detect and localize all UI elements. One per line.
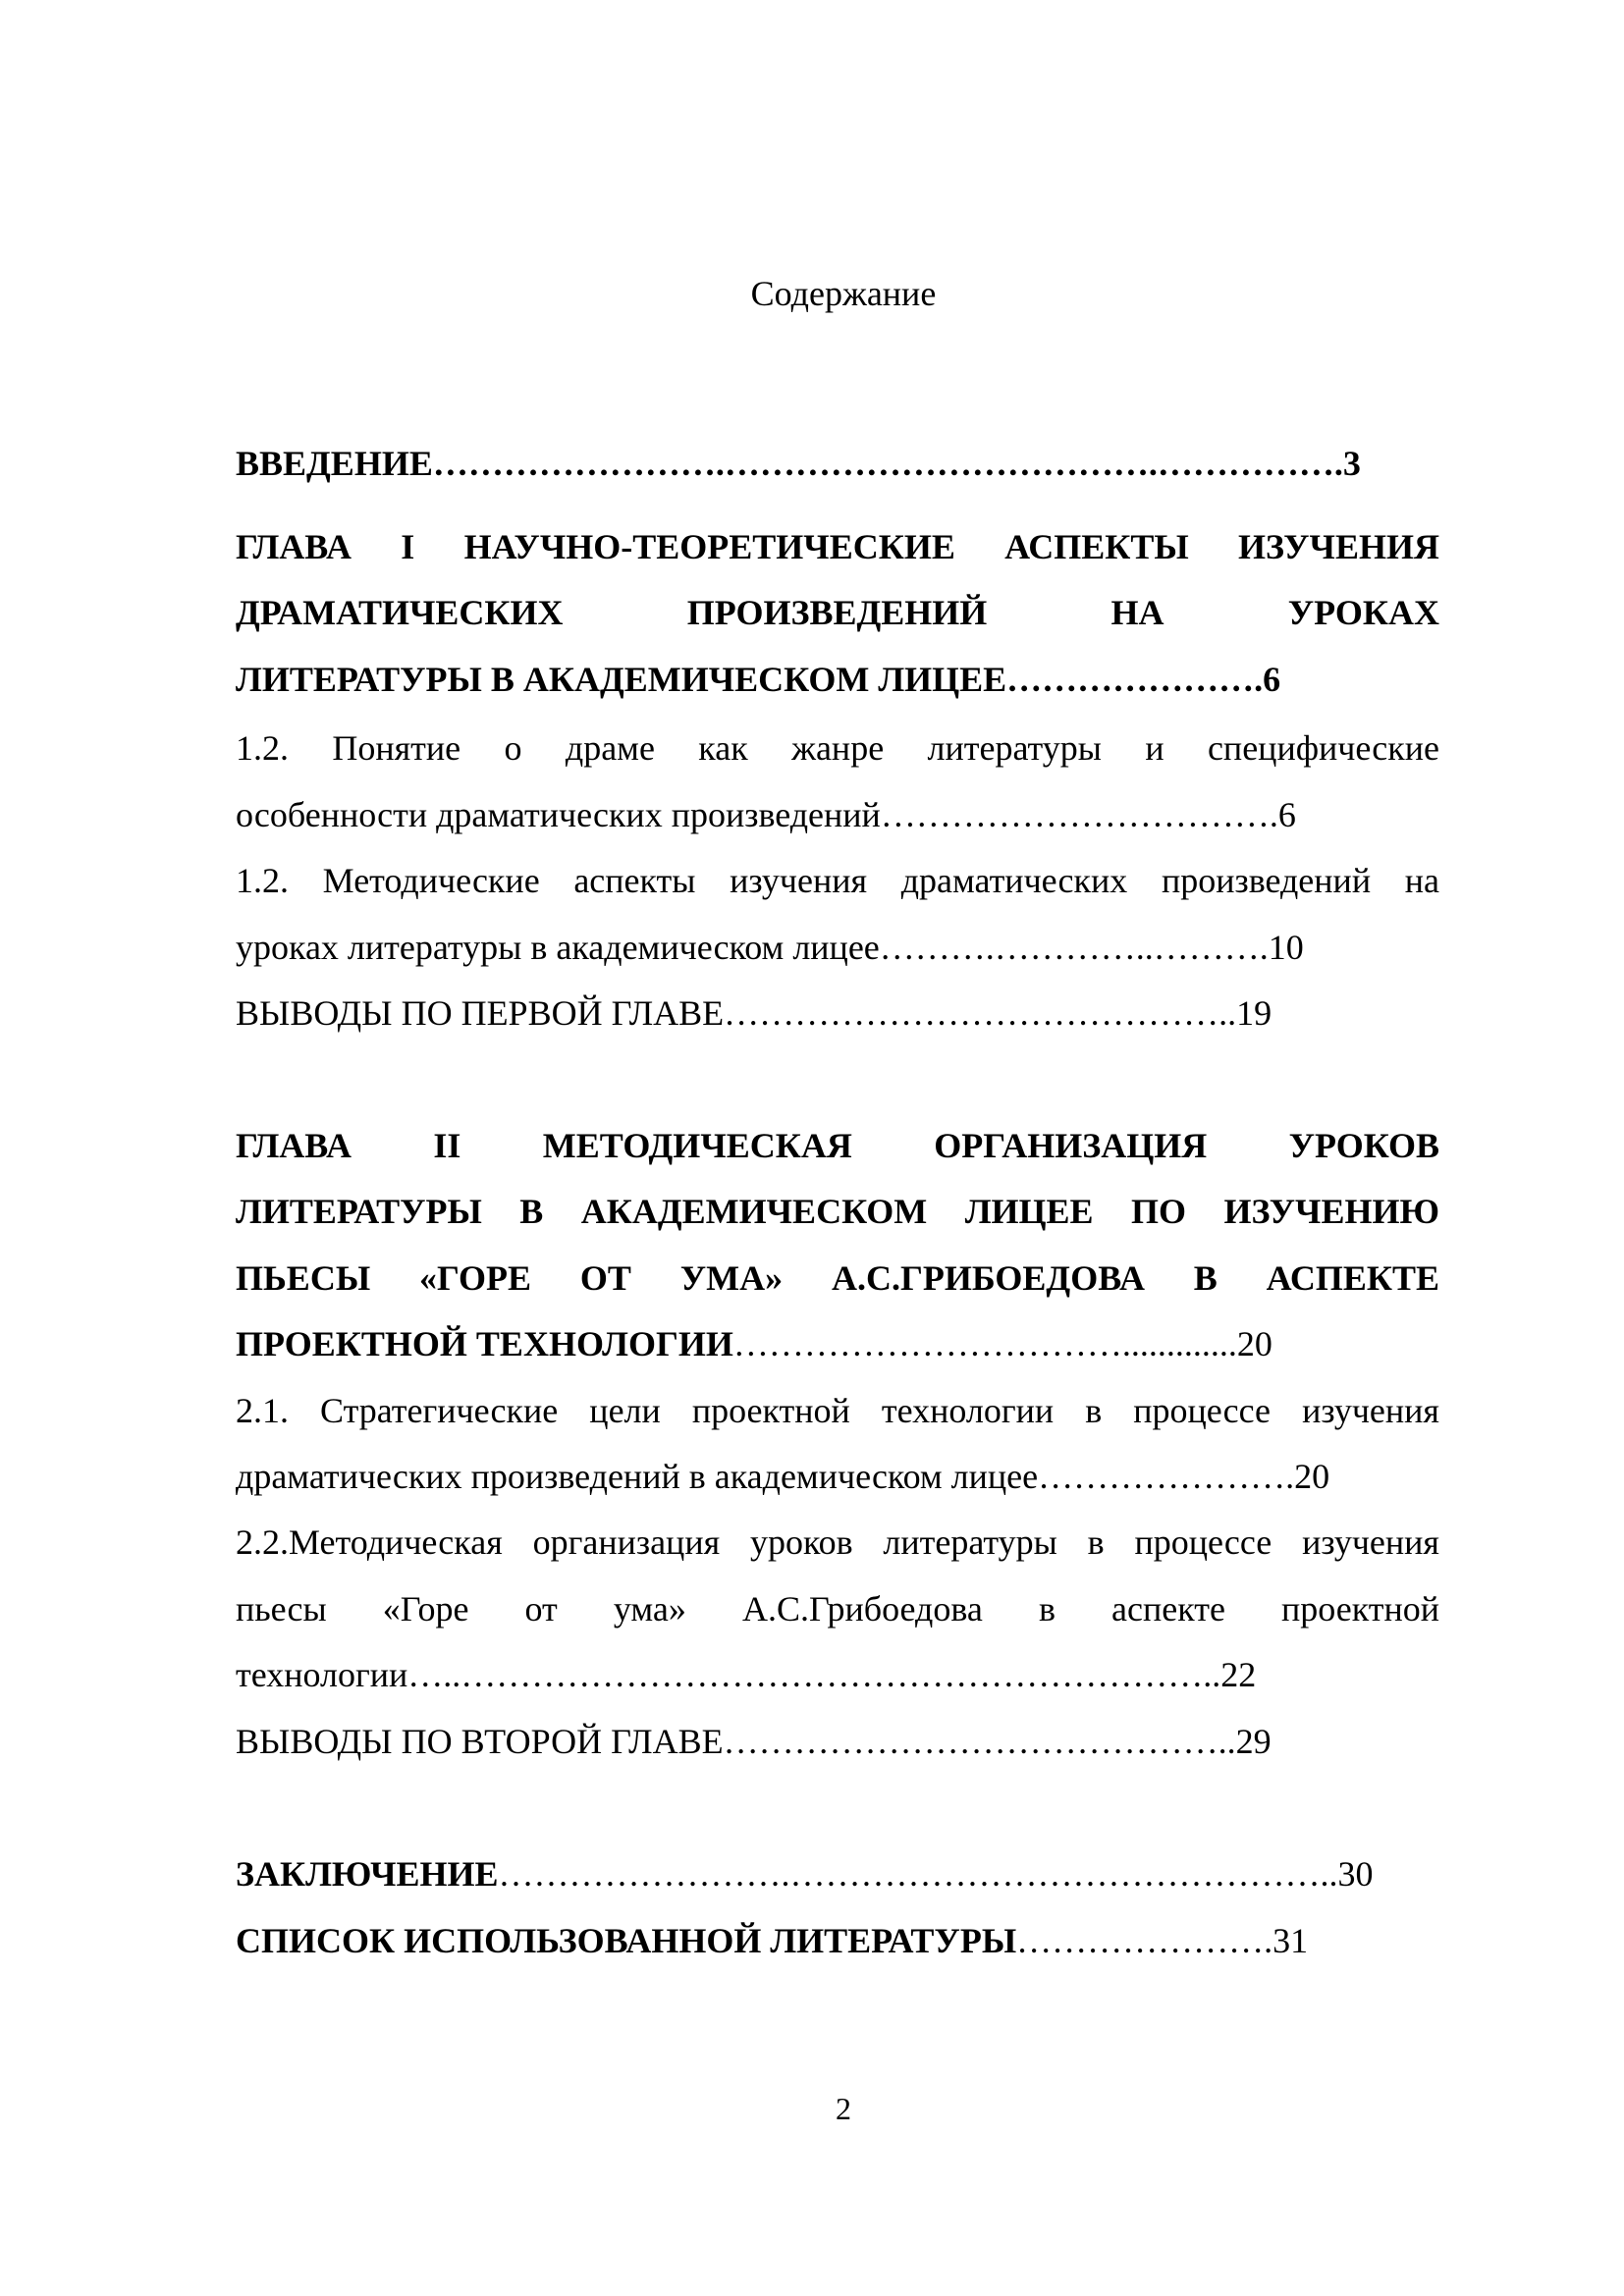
toc-conclusion-leader: …………………….………………………………………..30 (498, 1854, 1374, 1894)
toc-section-1-2-line2[interactable]: уроках литературы в академическом лицее……….…………..……….10 (236, 928, 1304, 967)
toc-section-2-2-line3[interactable]: технологии…..………………………………………………………..22 (236, 1655, 1257, 1694)
page-number: 2 (836, 2091, 851, 2126)
toc-conclusion-title: ЗАКЛЮЧЕНИЕ (236, 1854, 499, 1894)
toc-chapter1-line1[interactable]: ГЛАВА I НАУЧНО-ТЕОРЕТИЧЕСКИЕ АСПЕКТЫ ИЗУЧЕНИЯ (236, 527, 1439, 566)
toc-section-2-1-line2[interactable]: драматических произведений в академическом лицее………………….20 (236, 1457, 1330, 1496)
toc-chapter2-line1[interactable]: ГЛАВА II МЕТОДИЧЕСКАЯ ОРГАНИЗАЦИЯ УРОКОВ (236, 1126, 1439, 1165)
toc-intro-text: ВВЕДЕНИЕ…………………….……………………………….…………….3 (236, 444, 1361, 483)
toc-section-2-2-line2[interactable]: пьесы «Горе от ума» А.С.Грибоедова в аспекте проектной (236, 1589, 1439, 1629)
toc-section-2-1-line1[interactable]: 2.1. Стратегические цели проектной технологии в процессе изучения (236, 1391, 1439, 1430)
toc-chapter2-line4[interactable] (236, 1322, 1439, 1365)
toc-section-1-1-line2[interactable]: особенности драматических произведений…………………………….6 (236, 795, 1296, 834)
toc-chapter1-conclusions[interactable]: ВЫВОДЫ ПО ПЕРВОЙ ГЛАВЕ……………………………………..19 (236, 993, 1272, 1033)
toc-section-2-2-line1[interactable]: 2.2.Методическая организация уроков литературы в процессе изучения (236, 1522, 1439, 1562)
toc-chapter2-line2[interactable]: ЛИТЕРАТУРЫ В АКАДЕМИЧЕСКОМ ЛИЦЕЕ ПО ИЗУЧЕНИЮ (236, 1192, 1439, 1231)
toc-entry-intro[interactable] (236, 442, 1439, 485)
toc-section-1-2-line1[interactable]: 1.2. Методические аспекты изучения драматических произведений на (236, 861, 1439, 900)
toc-chapter2-line4-leader: …………………………….............20 (732, 1324, 1272, 1363)
toc-chapter2-line3[interactable]: ПЬЕСЫ «ГОРЕ ОТ УМА» А.С.ГРИБОЕДОВА В АСПЕКТЕ (236, 1258, 1439, 1298)
toc-chapter2-line4-title: ПРОЕКТНОЙ ТЕХНОЛОГИИ (236, 1324, 733, 1363)
toc-references-title: СПИСОК ИСПОЛЬЗОВАННОЙ ЛИТЕРАТУРЫ (236, 1921, 1017, 1960)
toc-chapter2-conclusions[interactable]: ВЫВОДЫ ПО ВТОРОЙ ГЛАВЕ……………………………………..29 (236, 1722, 1272, 1761)
toc-chapter1-line3[interactable]: ЛИТЕРАТУРЫ В АКАДЕМИЧЕСКОМ ЛИЦЕЕ………………….6 (236, 660, 1281, 699)
toc-references-leader: ………………….31 (1016, 1921, 1309, 1960)
toc-section-1-1-line1[interactable]: 1.2. Понятие о драме как жанре литературы и специфические (236, 728, 1439, 768)
toc-entry-references[interactable] (236, 1919, 1439, 1962)
toc-title: Содержание (750, 274, 937, 313)
toc-entry-conclusion[interactable] (236, 1852, 1439, 1896)
toc-chapter1-line2[interactable]: ДРАМАТИЧЕСКИХ ПРОИЗВЕДЕНИЙ НА УРОКАХ (236, 593, 1439, 632)
